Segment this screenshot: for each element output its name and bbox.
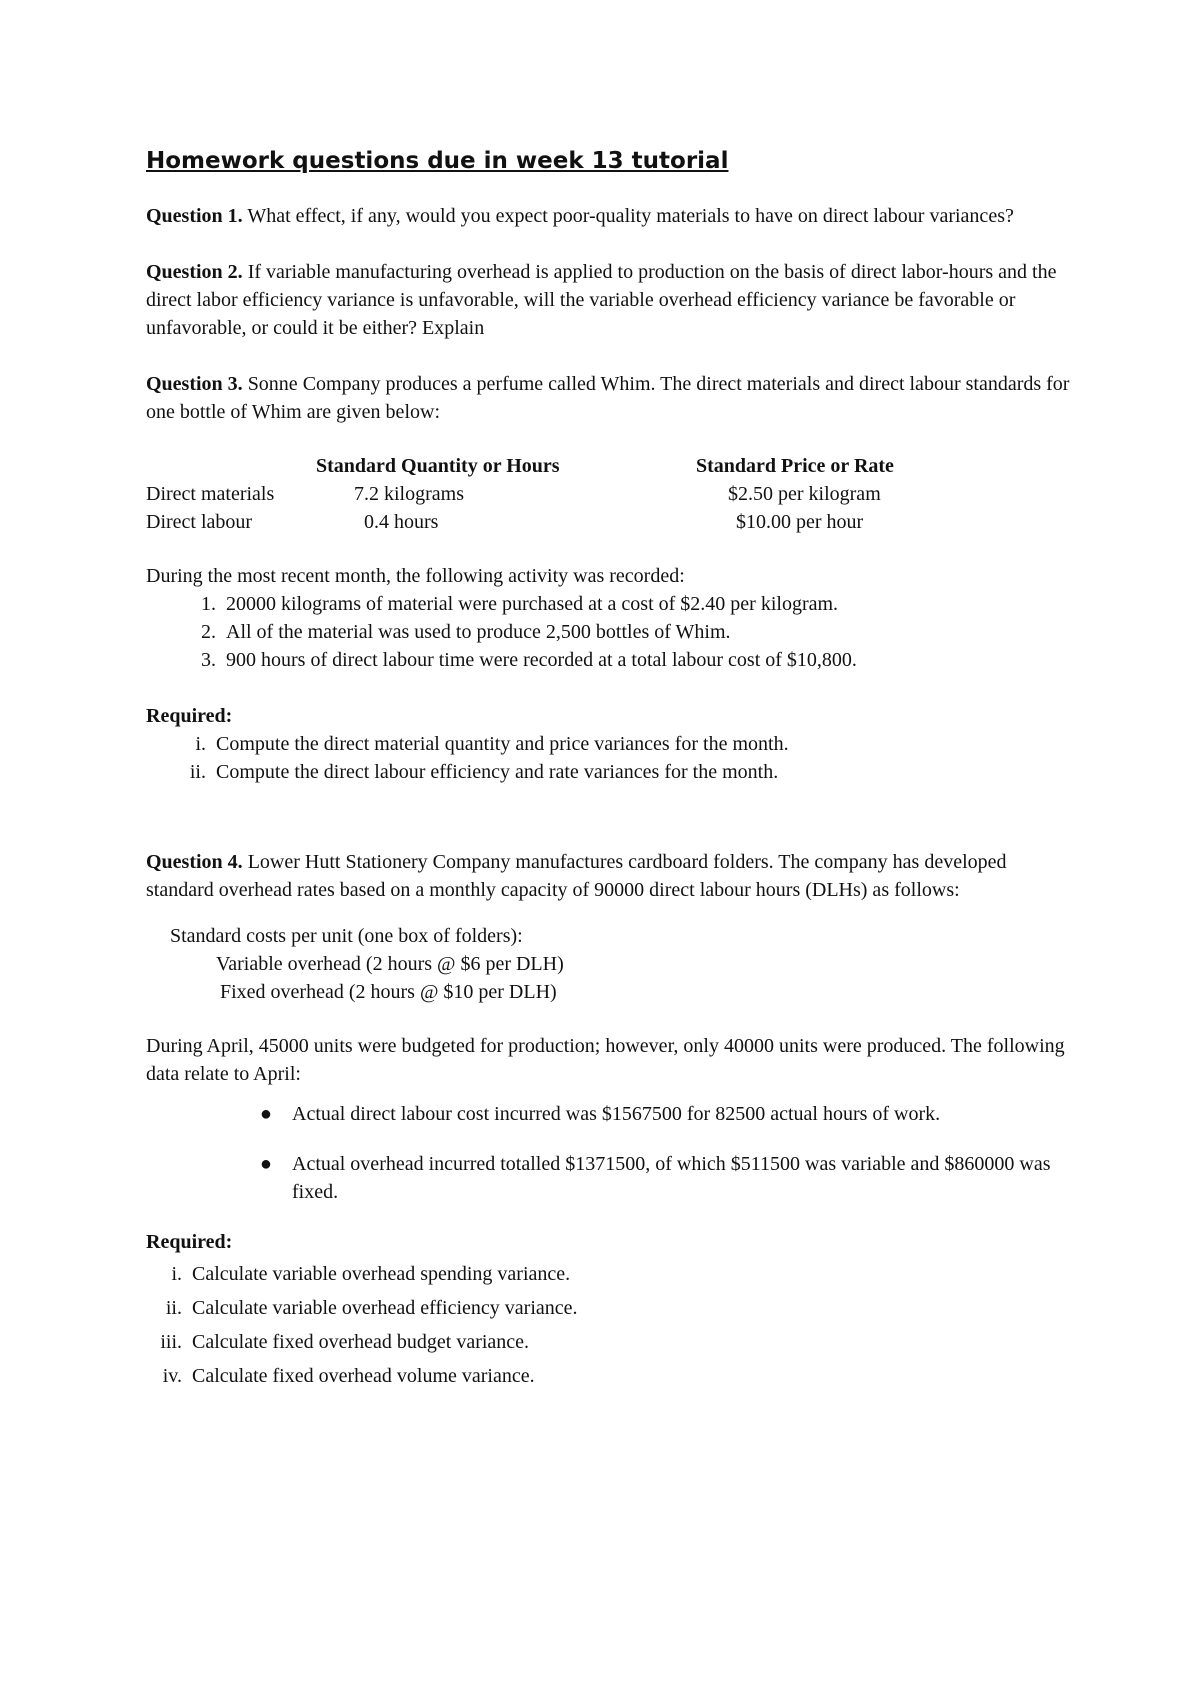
row-qty: 0.4 hours bbox=[364, 511, 439, 533]
q4-required-list bbox=[146, 1260, 1076, 1390]
list-item: 2. All of the material was used to produce 2,500 bottles of Whim. bbox=[201, 621, 731, 643]
row-price: $2.50 per kilogram bbox=[728, 483, 881, 505]
question-3-text: Sonne Company produces a perfume called Whim. The direct materials and direct labour standards for one bottle of Whim are given below: bbox=[146, 373, 1070, 423]
standards-table bbox=[146, 452, 1076, 536]
list-item: i. Compute the direct material quantity and price variances for the month. bbox=[195, 733, 789, 755]
list-item: i. Calculate variable overhead spending variance. bbox=[171, 1263, 571, 1285]
row-item: Direct labour bbox=[146, 511, 253, 533]
row-item: Direct materials bbox=[146, 483, 275, 505]
header-standard-quantity: Standard Quantity or Hours bbox=[316, 455, 560, 477]
question-2-label: Question 2. bbox=[146, 261, 243, 283]
document-page bbox=[146, 146, 1076, 1396]
bullet-icon: ● bbox=[259, 1153, 272, 1175]
list-item: iii. Calculate fixed overhead budget variance. bbox=[160, 1331, 530, 1353]
table-row bbox=[146, 508, 1076, 536]
page-title: Homework questions due in week 13 tutorial bbox=[146, 148, 729, 174]
question-1-label: Question 1. bbox=[146, 205, 243, 227]
list-item: iv. Calculate fixed overhead volume variance. bbox=[162, 1365, 535, 1387]
q4-april-intro: During April, 45000 units were budgeted for production; however, only 40000 units were produced. The following data relate to April: bbox=[146, 1035, 1065, 1085]
question-1 bbox=[146, 202, 1076, 230]
list-item: 3. 900 hours of direct labour time were recorded at a total labour cost of $10,800. bbox=[201, 649, 857, 671]
question-4 bbox=[146, 848, 1076, 904]
row-price: $10.00 per hour bbox=[736, 511, 864, 533]
question-1-text: What effect, if any, would you expect poor-quality materials to have on direct labour variances? bbox=[242, 205, 1014, 227]
list-item: ● Actual overhead incurred totalled $1371500, of which $511500 was variable and $860000 was fixed. bbox=[146, 1150, 1076, 1206]
list-item: ● Actual direct labour cost incurred was $1567500 for 82500 actual hours of work. bbox=[146, 1100, 1076, 1128]
q3-activity-list bbox=[146, 590, 1076, 674]
std-costs-variable: Variable overhead (2 hours @ $6 per DLH) bbox=[216, 953, 564, 975]
question-4-text: Lower Hutt Stationery Company manufactures cardboard folders. The company has developed standard overhead rates based on a monthly capacity of 90000 direct labour hours (DLHs) as follows: bbox=[146, 851, 1007, 901]
list-item: ii. Calculate variable overhead efficiency variance. bbox=[165, 1297, 578, 1319]
table-row bbox=[146, 480, 1076, 508]
q4-data-bullets bbox=[146, 1100, 1076, 1206]
std-costs-fixed: Fixed overhead (2 hours @ $10 per DLH) bbox=[220, 981, 557, 1003]
question-2 bbox=[146, 258, 1076, 342]
list-item: 1. 20000 kilograms of material were purchased at a cost of $2.40 per kilogram. bbox=[201, 593, 839, 615]
std-costs-heading: Standard costs per unit (one box of folders): bbox=[170, 925, 523, 947]
q3-activity-intro: During the most recent month, the following activity was recorded: bbox=[146, 565, 685, 587]
q3-required-list bbox=[146, 730, 1076, 786]
q3-required-label: Required: bbox=[146, 705, 233, 727]
question-3-label: Question 3. bbox=[146, 373, 243, 395]
list-item: ii. Compute the direct labour efficiency and rate variances for the month. bbox=[189, 761, 779, 783]
standards-table-header bbox=[146, 452, 1076, 480]
q4-required-label: Required: bbox=[146, 1231, 233, 1253]
q4-standard-costs bbox=[146, 922, 1076, 1006]
question-4-label: Question 4. bbox=[146, 851, 243, 873]
question-2-text: If variable manufacturing overhead is applied to production on the basis of direct labor-hours and the direct labor efficiency variance is unfavorable, will the variable overhead efficiency variance be favorable or unfavorable, or could it be either? Explain bbox=[146, 261, 1057, 339]
bullet-icon: ● bbox=[259, 1103, 272, 1125]
header-standard-price: Standard Price or Rate bbox=[696, 455, 894, 477]
row-qty: 7.2 kilograms bbox=[354, 483, 464, 505]
question-3 bbox=[146, 370, 1076, 426]
